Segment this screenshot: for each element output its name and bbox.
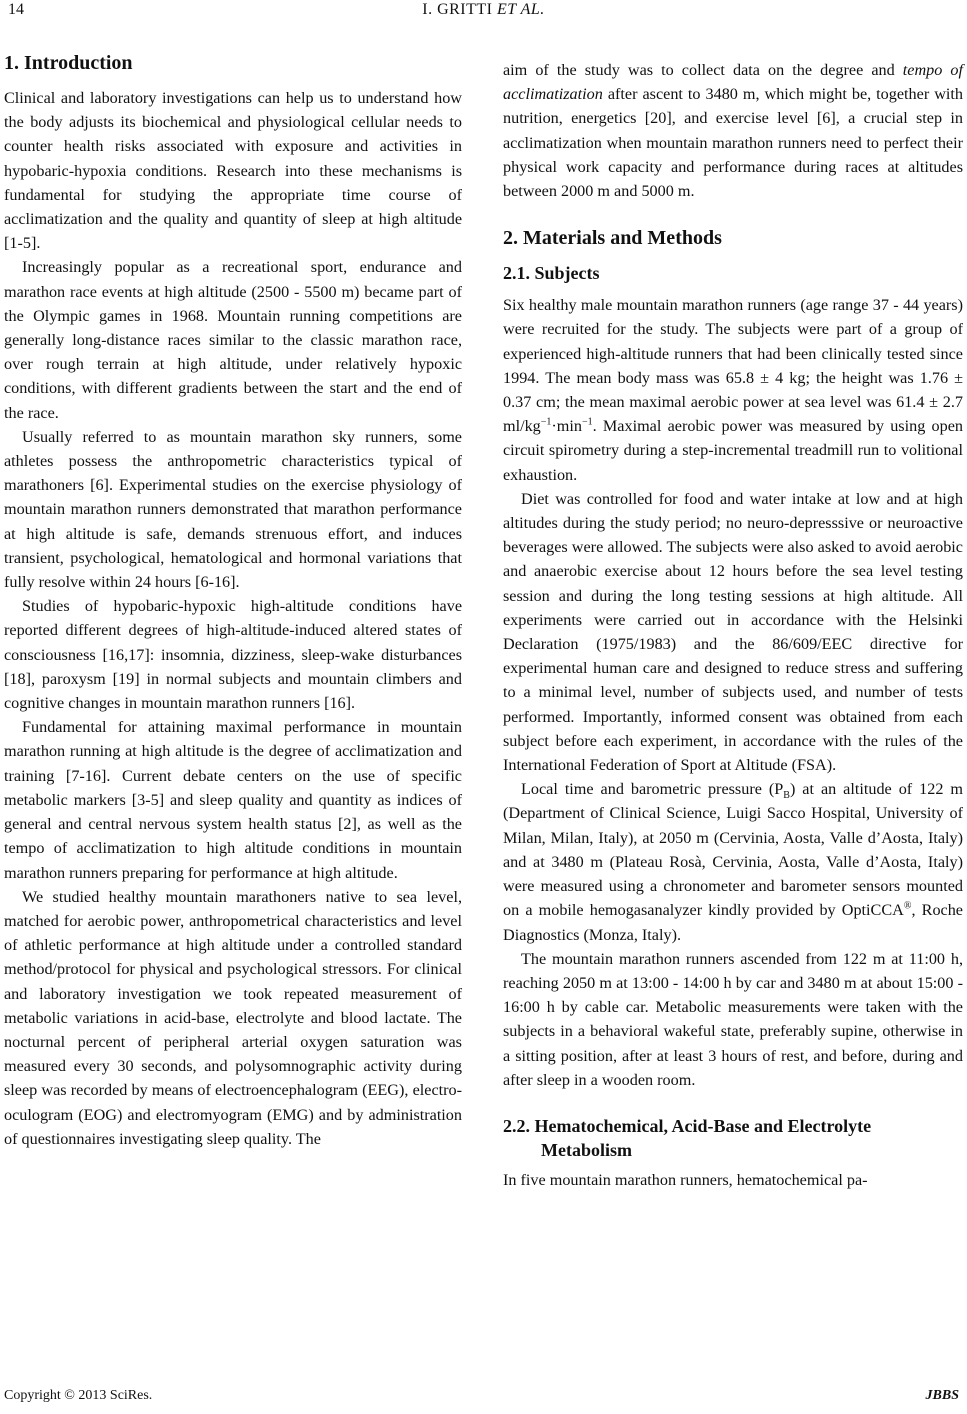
journal-abbreviation: JBBS [925, 1388, 959, 1403]
paragraph: Six healthy male mountain marathon runners (age range 37 - 44 years) were recruited for the study. The subjects were part of a group of experienced high-altitude runners that had been clinically tested since 1994. The mean body mass was 65.8 ± 4 kg; the height was 1.76 ± 0.37 cm; the mean maximal aerobic power at sea level was 61.4 ± 2.7 $ml/kg^{-1}\cdot\min^{-1}$. Maximal aerobic power was measured by using open circuit spirometry during a step-incremental treadmill run to volitional exhaustion. [503, 296, 963, 484]
paragraph: Increasingly popular as a recreational sport, endurance and marathon race events at high altitude (2500 - 5500 m) became part of the Olympic games in 1968. Mountain running competitions are generally long-distance races similar to the classic marathon race, over rough terrain at high altitude, under relatively hypoxic conditions, with different gradients between the start and the end of the race. [4, 258, 462, 422]
paragraph: Diet was controlled for food and water intake at low and at high altitudes during the study period; no neuro-depresssive or neuroactive beverages were allowed. The subjects were also asked to avoid aerobic and anaerobic exercise about 12 hours before the sea level testing session and during the long testing sessions at high altitude. All experiments were carried out in accordance with the Helsinki Declaration (1975/1983) and the 86/609/EEC directive for experimental human care and designed to reduce stress and suffering to a minimal level, number of subjects used, and number of tests performed. Importantly, informed consent was obtained from each subject before each experiment, in accordance with the rules of the International Federation of Sport at Altitude (FSA). [503, 489, 963, 775]
right-column [503, 58, 963, 1192]
left-column [4, 50, 462, 1151]
paragraph: In five mountain marathon runners, hematochemical pa- [503, 1170, 868, 1189]
subsection-title-metabolism: 2.2. Hematochemical, Acid-Base and Electrolyte Metabolism [503, 1115, 872, 1160]
section-title-methods: 2. Materials and Methods [503, 227, 722, 250]
paragraph: The mountain marathon runners ascended from 122 m at 11:00 h, reaching 2050 m at 13:00 - 14:00 h by car and 3480 m at about 15:00 - 16:00 h by cable car. Metabolic measurements were taken with the subjects in a behavioral wakeful state, preferably supine, otherwise in a sitting position, after at least 3 hours of rest, and before, during and after sleep in a wooden room. [503, 949, 963, 1089]
paragraph: Studies of hypobaric-hypoxic high-altitude conditions have reported different degrees of high-altitude-induced altered states of consciousness [16,17]: insomnia, dizziness, sleep-wake disturbances [18], paroxysm [19] in normal subjects and mountain climbers and cognitive changes in mountain marathon runners [16]. [4, 597, 462, 713]
emphasis: tempo of acclimatization [503, 61, 964, 104]
paragraph: Usually referred to as mountain marathon sky runners, some athletes possess the anthropometric characteristics typical of marathoners [6]. Experimental studies on the exercise physiology of mountain marathon runners demonstrated that marathon performance at high altitude is safe, demands strenuous effort, and induces transient, psychological, hematological and hormonal variations that fully resolve within 24 hours [6-16]. [4, 427, 462, 592]
paragraph: Fundamental for attaining maximal performance in mountain marathon running at high altitude is the degree of acclimatization and training [7-16]. Current debate centers on the use of specific metabolic markers [3-5] and sleep quality and quantity as indices of general and central nervous system health status [2], as well as the tempo of acclimatization to high altitude conditions in mountain marathon runners preparing for performance at high altitude. [4, 718, 462, 882]
section-title-introduction: 1. Introduction [4, 52, 133, 74]
page-number: 14 [8, 1, 24, 18]
subsection-title-subjects: 2.1. Subjects [503, 263, 600, 284]
paragraph: aim of the study was to collect data on the degree and tempo of acclimatization after ascent to 3480 m, which might be, together with nutrition, energetics [20], and exercise level [6], a crucial step in acclimatization when mountain marathon runners need to perfect their physical work capacity and performance during races at altitudes between 2000 m and 5000 m. [503, 61, 964, 201]
copyright-notice: Copyright © 2013 SciRes. [4, 1388, 153, 1403]
paragraph: Local time and barometric pressure $(P_B)$ at an altitude of 122 m (Department of Clinical Science, Luigi Sacco Hospital, University of Milan, Milan, Italy), at 2050 m (Cervinia, Aosta, Valle d’Aosta, Italy) and at 3480 m (Plateau Rosà, Cervinia, Aosta, Valle d’Aosta, Italy) were measured using a chronometer and barometer sensors mounted on a mobile hemogasanalyzer kindly provided by OptiCCA®, Roche Diagnostics (Monza, Italy). [503, 780, 963, 944]
paragraph: Clinical and laboratory investigations can help us to understand how the body adjusts its biochemical and physiological cellular needs to counter health risks associated with exposure and activities in hypobaric-hypoxia conditions. Research into these mechanisms is fundamental for studying the appropriate time course of acclimatization and the quality and quantity of sleep at high altitude [1-5]. [4, 89, 462, 253]
paragraph: We studied healthy mountain marathoners native to sea level, matched for aerobic power, anthropometrical characteristics and level of athletic performance at high altitude under a controlled standard method/protocol for physical and psychological stressors. For clinical and laboratory investigation we took repeated measurement of metabolic variations in acid-base, electrolyte and blood lactate. The nocturnal percent of peripheral arterial oxygen saturation was measured every 30 seconds, and polysomnographic activity during sleep was recorded by means of electroencephalogram (EEG), electro-oculogram (EOG) and electromyogram (EMG) and by administration of questionnaires investigating sleep quality. The [4, 887, 462, 1148]
running-head: I. GRITTI ET AL. [422, 1, 545, 18]
